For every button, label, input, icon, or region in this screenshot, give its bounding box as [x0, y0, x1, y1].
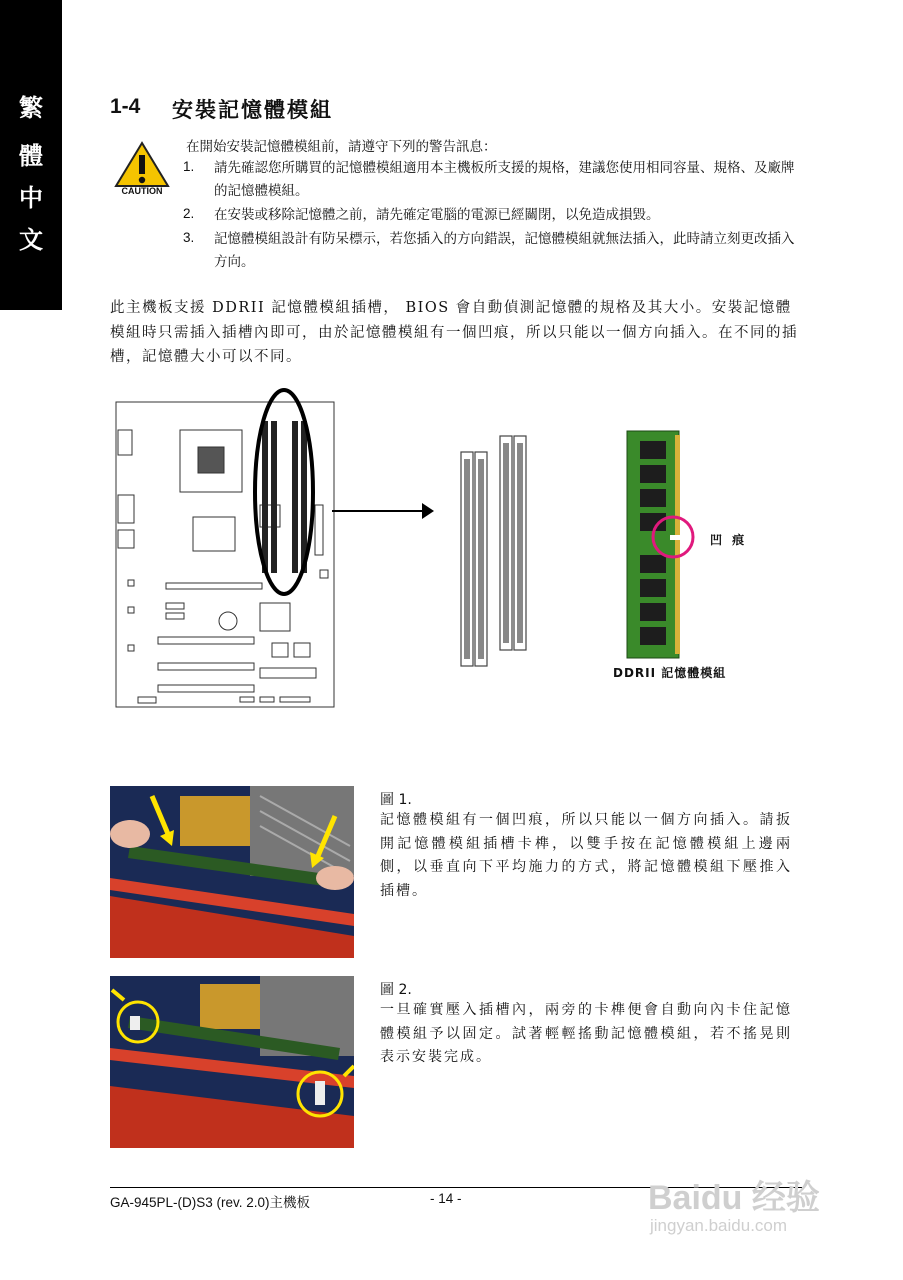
enlarged-dimm-slots [461, 436, 526, 666]
figure-1-text: 記憶體模組有一個凹痕，所以只能以一個方向插入。請扳開記憶體模組插槽卡榫，以雙手按在記憶體模組上邊兩側，以垂直向下平均施力的方式，將記憶體模組下壓推入插槽。 [380, 812, 792, 899]
pointer-arrowhead [422, 503, 434, 519]
warning-item-number: 2. [183, 206, 195, 221]
warning-item-text: 請先確認您所購買的記憶體模組適用本主機板所支援的規格，建議您使用相同容量、規格、及廠牌的記憶體模組。 [214, 160, 795, 199]
sidebar-char: 中 [19, 183, 43, 212]
sidebar-char: 體 [19, 141, 43, 170]
notch-label: 凹 痕 [710, 533, 748, 547]
sidebar-char: 文 [19, 225, 43, 254]
watermark-logo: Baidu 经验 [648, 1179, 820, 1217]
warning-item-text: 在安裝或移除記憶體之前，請先確定電腦的電源已經關閉，以免造成損毀。 [214, 207, 660, 223]
figure-2-title: 圖 2. [380, 982, 412, 998]
warning-intro: 在開始安裝記憶體模組前，請遵守下列的警告訊息： [186, 139, 497, 155]
caution-label: CAUTION [121, 186, 163, 196]
intro-paragraph: 此主機板支援 DDRII 記憶體模組插槽， BIOS 會自動偵測記憶體的規格及其大小。安裝記憶體模組時只需插入插槽內即可，由於記憶體模組有一個凹痕，所以只能以一個方向插入。在不同的插槽，記憶體大小可以不同。 [110, 300, 798, 365]
warning-item-number: 1. [183, 159, 195, 174]
warning-item-number: 3. [183, 230, 195, 245]
sidebar-char: 繁 [19, 93, 43, 122]
figure-2-text: 一旦確實壓入插槽內，兩旁的卡榫便會自動向內卡住記憶體模組予以固定。試著輕輕搖動記憶體模組，若不搖晃則表示安裝完成。 [380, 1002, 792, 1065]
warning-item-text: 記憶體模組設計有防呆標示，若您插入的方向錯誤，記憶體模組就無法插入，此時請立刻更改插入方向。 [214, 231, 795, 270]
watermark-url: jingyan.baidu.com [650, 1216, 788, 1235]
installation-photo-2 [110, 976, 354, 1148]
section-number: 1-4 [110, 95, 141, 118]
page-number: - 14 - [430, 1191, 462, 1206]
figure-1-title: 圖 1. [380, 792, 412, 808]
section-title: 安裝記憶體模組 [172, 97, 333, 122]
module-label: DDRII 記憶體模組 [613, 666, 727, 680]
language-sidebar [0, 0, 62, 310]
footer-model: GA-945PL-(D)S3 (rev. 2.0)主機板 [110, 1195, 311, 1210]
installation-photo-1 [110, 786, 354, 958]
board-dimm-slots [262, 421, 307, 573]
